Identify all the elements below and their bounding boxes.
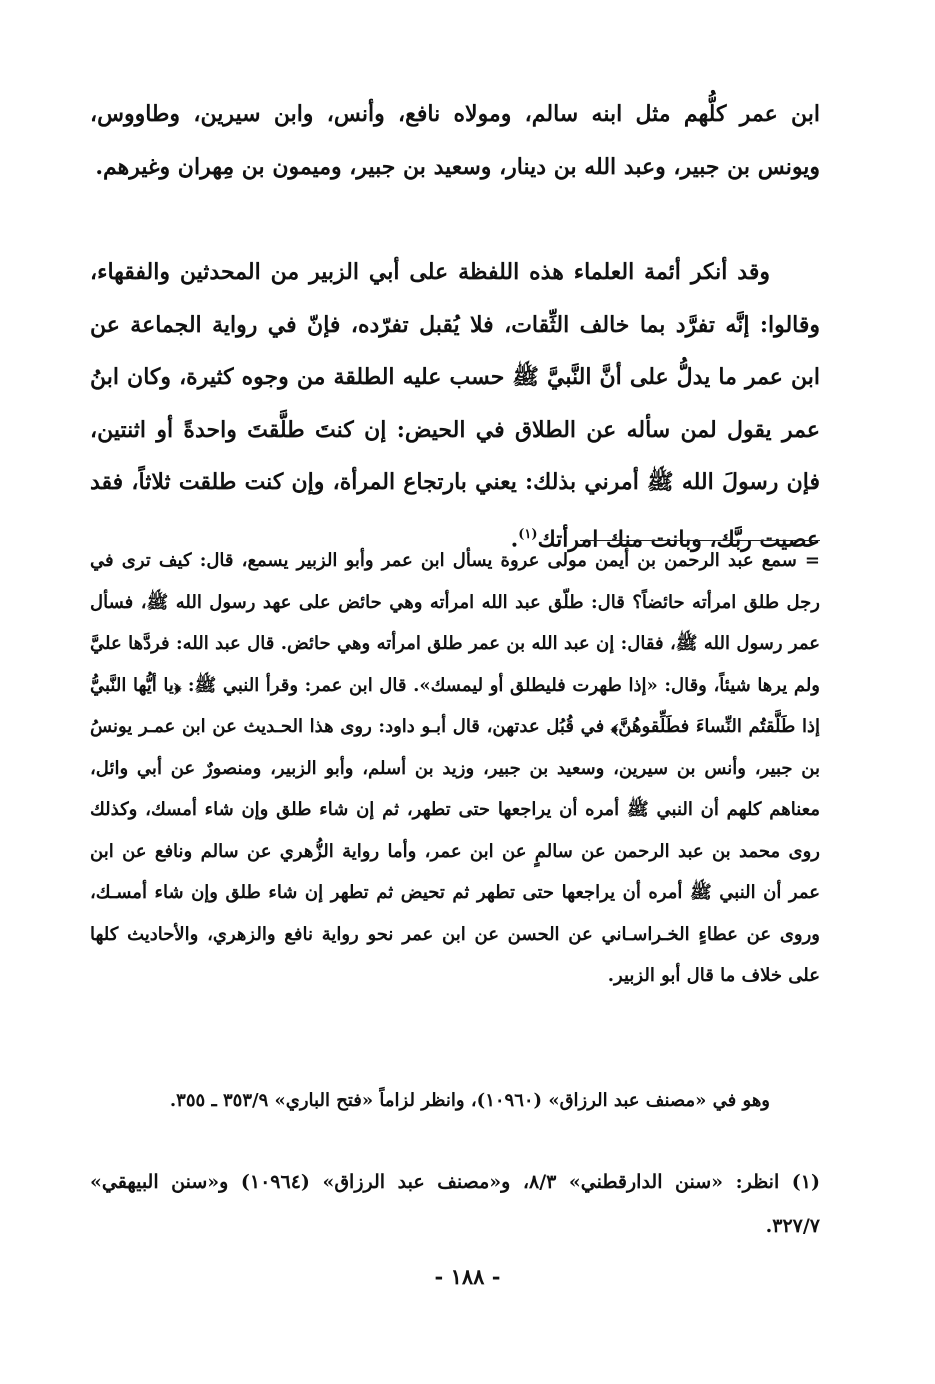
- paragraph-1-text: ابن عمر كلُّهم مثل ابنه سالم، ومولاه نافع، وأنس، وابن سيرين، وطاووس، ويونس بن جبير، وعبد الله بن دينار، وسعيد بن جبير، وميمون بن مِهران وغيرهم.: [90, 101, 820, 180]
- footnote-1: [90, 1160, 820, 1248]
- footnote-1-text: (١) انظر: «سنن الدارقطني» ٨/٣، و«مصنف عبد الرزاق» (١٠٩٦٤) و«سنن البيهقي» ٣٢٧/٧.: [90, 1171, 820, 1237]
- main-text-paragraph-1: [90, 88, 820, 193]
- footnote-continuation: [90, 540, 820, 997]
- paragraph-2-text: وقد أنكر أئمة العلماء هذه اللفظة على أبي الزبير من المحدثين والفقهاء، وقالوا: إنَّه تفرَّد بما خالف الثِّقات، فلا يُقبل تفرّده، فإنّ في رواية الجماعة عن ابن عمر ما يدلُّ على أنَّ النَّبيَّ ﷺ حسب عليه الطلقة من وجوه كثيرة، وكان ابنُ عمر يقول لمن سأله عن الطلاق في الحيض: إن كنتَ طلَّقتَ واحدةً أو اثنتين، فإن رسولَ الله ﷺ أمرني بذلك: يعني بارتجاع المرأة، وإن كنت طلقت ثلاثاً، فقد عصيت ربَّك، وبانت منك امرأتك: [90, 259, 820, 552]
- footnote-continuation-text: = سمع عبد الرحمن بن أيمن مولى عروة يسأل ابن عمر وأبو الزبير يسمع، قال: كيف ترى في رجل طلق امرأته حائضاً؟ قال: طلّق عبد الله امرأته وهي حائض على عهد رسول الله ﷺ، فسأل عمر رسول الله ﷺ، فقال: إن عبد الله بن عمر طلق امرأته وهي حائض. قال عبد الله: فردَّها عليَّ ولم يرها شيئاً، وقال: «إذا طهرت فليطلق أو ليمسك». قال ابن عمر: وقرأ النبي ﷺ: ﴿يا أيُّها النَّبيُّ إذا طَلَّقتُم النِّساءَ فطَلِّقوهُنَّ﴾ في قُبُل عدتهن، قال أبـو داود: روى هذا الحـديث عن ابن عمـر يونسُ بن جبير، وأنس بن سيرين، وسعيد بن جبير، وزيد بن أسلم، وأبو الزبير، ومنصورٌ عن أبي وائل، معناهم كلهم أن النبي ﷺ أمره أن يراجعها حتى تطهر، ثم إن شاء طلق وإن شاء أمسك، وكذلك روى محمد بن عبد الرحمن عن سالمٍ عن ابن عمر، وأما رواية الزُّهري عن سالم ونافع عن ابن عمر أن النبي ﷺ أمره أن يراجعها حتى تطهر ثم تحيض ثم تطهر إن شاء طلق وإن شاء أمسـك، وروى عن عطاءٍ الخـراسـاني عن الحسن عن ابن عمر نحو رواية نافع والزهري، والأحاديث كلها على خلاف ما قال أبو الزبير.: [90, 550, 821, 986]
- footnote-citation-text: وهو في «مصنف عبد الرزاق» (١٠٩٦٠)، وانظر لزاماً «فتح الباري» ٣٥٣/٩ ـ ٣٥٥.: [169, 1090, 770, 1111]
- footnote-reference-marker: (١): [518, 526, 538, 542]
- page-number: - ١٨٨ -: [434, 1264, 501, 1289]
- paragraph-2: [90, 246, 820, 565]
- footnote-citation: [90, 1080, 820, 1122]
- main-text-paragraph-2: [90, 246, 820, 565]
- paragraph-2-end: .: [510, 525, 519, 552]
